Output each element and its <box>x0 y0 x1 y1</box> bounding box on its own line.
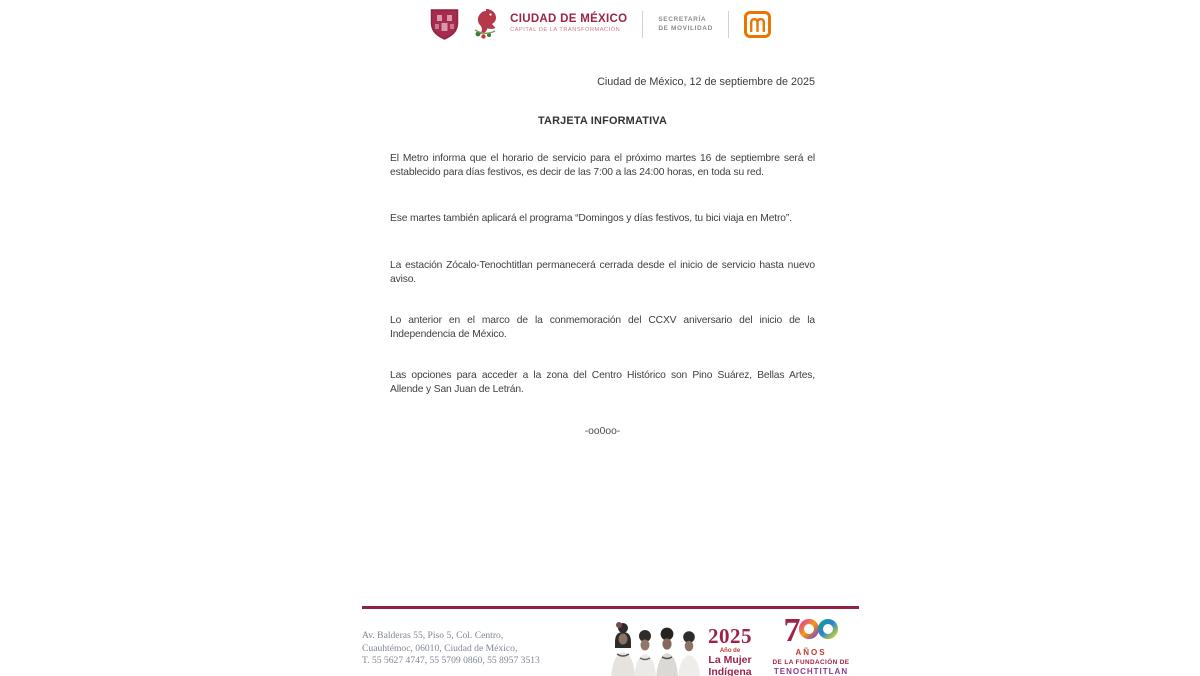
brand-subtitle: CAPITAL DE LA TRANSFORMACIÓN <box>510 27 621 34</box>
brand-text <box>510 14 627 34</box>
secretariat-label: SECRETARÍA DE MOVILIDAD <box>658 16 713 32</box>
year-2025-badge <box>704 626 756 676</box>
header-divider <box>728 11 729 38</box>
indigenous-women-photo <box>607 620 703 676</box>
address-line: Cuauhtémoc, 06010, Ciudad de México, <box>362 642 518 654</box>
paragraph-independence-anniversary: Lo anterior en el marco de la conmemoración del CCXV aniversario del inicio de la Independencia de México. <box>390 315 815 340</box>
badge-seven: 7 <box>783 612 801 649</box>
address-line: T. 55 5627 4747, 55 5709 0860, 55 8957 3513 <box>362 655 540 666</box>
header-divider <box>642 11 643 38</box>
closing-mark: -oo0oo- <box>584 426 621 437</box>
badge-tenochtitlan-line: TENOCHTITLAN <box>773 667 849 676</box>
700-years-badge <box>760 614 862 676</box>
dateline: Ciudad de México, 12 de septiembre de 2025 <box>597 76 815 88</box>
badge-line2: Indígena <box>708 665 752 676</box>
paragraph-bike-program: Ese martes también aplicará el programa “Domingos y días festivos, tu bici viaja en Metro”. <box>390 213 792 224</box>
badge-foundation-line: DE LA FUNDACIÓN DE <box>772 659 850 666</box>
paragraph-access-options: Las opciones para acceder a la zona del Centro Histórico son Pino Suárez, Bellas Artes, Allende y San Juan de Letrán. <box>390 370 815 395</box>
700-number <box>760 614 862 648</box>
metro-logo-icon <box>744 11 771 38</box>
paragraph-zocalo-closed: La estación Zócalo-Tenochtitlan permanecerá cerrada desde el inicio de servicio hasta nuevo aviso. <box>390 260 815 285</box>
paragraph-service-schedule: El Metro informa que el horario de servicio para el próximo martes 16 de septiembre será el establecido para días festivos, es decir de las 7:00 a las 24:00 horas, en toda su red. <box>390 153 815 178</box>
badge-of-label: Año de <box>719 648 741 654</box>
government-header <box>0 5 1200 43</box>
footer-rule <box>362 606 859 609</box>
cdmx-shield-icon <box>429 8 460 41</box>
footer-address <box>362 630 540 668</box>
document-title: TARJETA INFORMATIVA <box>537 115 668 127</box>
badge-year: 2025 <box>708 624 752 648</box>
eagle-emblem-icon <box>469 6 502 42</box>
brand-title: CIUDAD DE MÉXICO <box>510 12 628 25</box>
badge-anos: AÑOS <box>795 648 827 657</box>
ring-zero-icon <box>817 618 839 645</box>
badge-line1: La Mujer <box>708 654 752 666</box>
address-line: Av. Balderas 55, Piso 5, Col. Centro, <box>362 630 504 641</box>
